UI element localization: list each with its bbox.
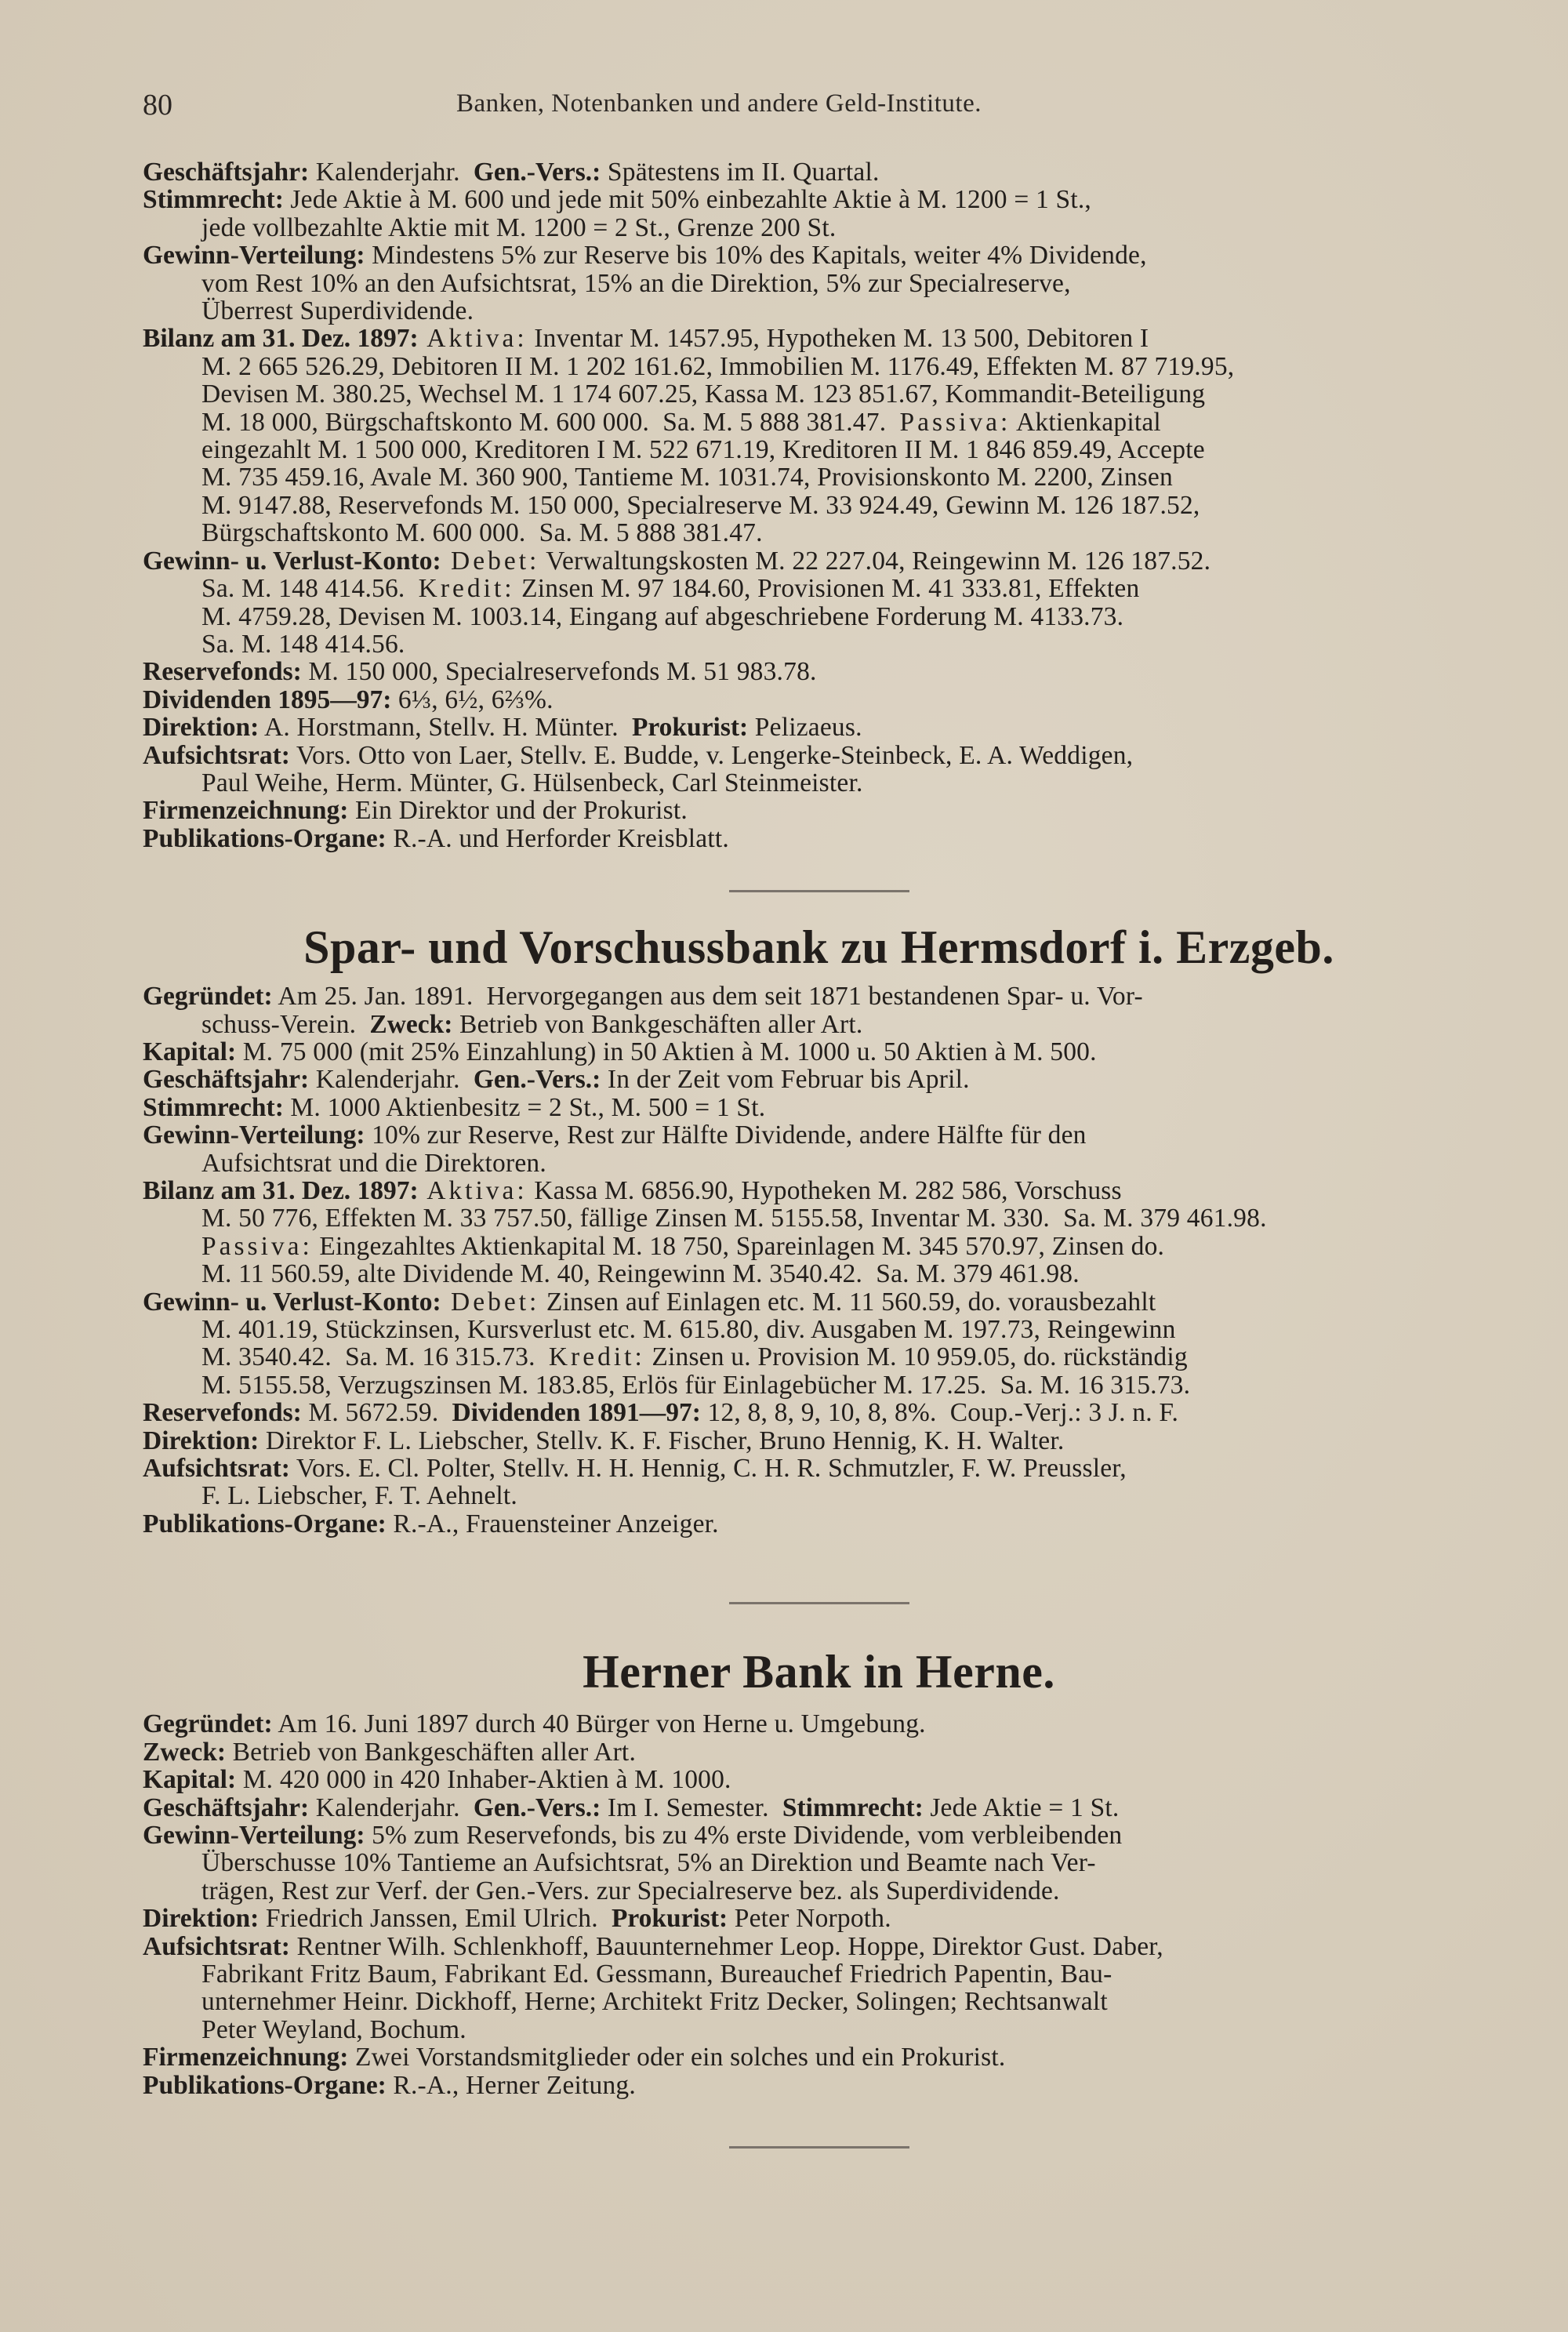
page-number: 80 (143, 89, 172, 122)
text-line (143, 1455, 1495, 1482)
field-value: M. 11 560.59, alte Dividende M. 40, Reingewinn M. 3540.42. Sa. M. 379 461.98. (201, 1259, 1080, 1289)
field-label: Prokurist: (631, 713, 749, 743)
text-line (143, 1482, 1495, 1509)
field-value: Paul Weihe, Herm. Münter, G. Hülsenbeck, Carl Steinmeister. (201, 768, 863, 797)
field-value: M. 5155.58, Verzugszinsen M. 183.85, Erlös für Einlagebücher M. 17.25. Sa. M. 16 315.73. (201, 1370, 1191, 1400)
field-value: M. 150 000, Specialreservefonds M. 51 983.78. (301, 657, 817, 687)
field-value: Bürgschaftskonto M. 600 000. Sa. M. 5 888 381.47. (201, 518, 763, 548)
text-line (143, 436, 1495, 463)
field-value: R.-A., Frauensteiner Anzeiger. (386, 1509, 719, 1538)
text-line (143, 1371, 1495, 1399)
field-value: schuss-Verein. (201, 1009, 370, 1039)
field-label: Kapital: (143, 1037, 237, 1066)
text-line (143, 2043, 1495, 2071)
text-line (143, 409, 1495, 436)
field-value: M. 401.19, Stückzinsen, Kursverlust etc. M. 615.80, div. Ausgaben M. 197.73, Reingewinn (201, 1315, 1176, 1345)
field-label: Stimmrecht: (143, 185, 284, 215)
text-line (143, 186, 1495, 213)
account-side-label: Aktiva: (418, 324, 528, 354)
text-line (143, 297, 1495, 325)
field-value: M. 735 459.16, Avale M. 360 900, Tantieme M. 1031.74, Provisionskonto M. 2200, Zinsen (201, 463, 1173, 492)
field-value: M. 4759.28, Devisen M. 1003.14, Eingang auf abgeschriebene Forderung M. 4133.73. (201, 601, 1124, 631)
field-value: Pelizaeus. (748, 713, 862, 743)
text-line (143, 270, 1495, 297)
field-value: Am 16. Juni 1897 durch 40 Bürger von Herne u. Umgebung. (272, 1709, 926, 1739)
field-label: Gewinn- u. Verlust-Konto: (143, 1287, 441, 1317)
field-value: Inventar M. 1457.95, Hypotheken M. 13 500, Debitoren I (527, 324, 1149, 354)
field-label: Publikations-Organe: (143, 823, 387, 853)
field-label: Geschäftsjahr: (143, 1065, 310, 1095)
field-label: Aufsichtsrat: (143, 1931, 290, 1961)
field-value: M. 2 665 526.29, Debitoren II M. 1 202 161.62, Immobilien M. 1176.49, Effekten M. 87 719.95, (201, 351, 1235, 381)
field-value: Betrieb von Bankgeschäften aller Art. (226, 1737, 637, 1767)
field-label: Gen.-Vers.: (473, 1793, 601, 1822)
field-value: Peter Weyland, Bochum. (201, 2014, 466, 2044)
text-line (143, 242, 1495, 269)
field-value: 10% zur Reserve, Rest zur Hälfte Dividende, andere Hälfte für den (365, 1121, 1087, 1150)
field-label: Zweck: (369, 1009, 453, 1039)
field-value: Betrieb von Bankgeschäften aller Art. (452, 1009, 863, 1039)
book-page (143, 78, 1495, 2149)
field-value: Rentner Wilh. Schlenkhoff, Bauunternehmer Leop. Hoppe, Direktor Gust. Daber, (289, 1931, 1163, 1961)
text-line (143, 1710, 1495, 1738)
account-side-label: Passiva: (201, 1231, 313, 1261)
field-value: Verwaltungskosten M. 22 227.04, Reingewinn M. 126 187.52. (539, 546, 1211, 576)
text-line (143, 742, 1495, 769)
field-label: Firmenzeichnung: (143, 2043, 349, 2072)
field-value: trägen, Rest zur Verf. der Gen.-Vers. zur Specialreserve bez. als Superdividende. (201, 1876, 1060, 1905)
account-side-label: Aktiva: (418, 1176, 528, 1205)
field-label: Gewinn-Verteilung: (143, 1820, 365, 1850)
text-line (143, 1150, 1495, 1177)
field-label: Gegründet: (143, 982, 273, 1012)
text-line (143, 1427, 1495, 1455)
text-line (143, 1094, 1495, 1121)
field-value: Aktienkapital (1011, 407, 1161, 437)
section-divider (729, 890, 909, 892)
field-label: Dividenden 1891—97: (452, 1398, 701, 1428)
field-label: Geschäftsjahr: (143, 158, 310, 187)
field-label: Zweck: (143, 1737, 227, 1767)
field-value: R.-A. und Herforder Kreisblatt. (386, 823, 729, 853)
text-line (143, 1316, 1495, 1343)
text-line (143, 519, 1495, 547)
field-value: F. L. Liebscher, F. T. Aehnelt. (201, 1481, 517, 1511)
text-line (143, 1260, 1495, 1288)
field-value: Ein Direktor und der Prokurist. (348, 796, 688, 826)
field-value: Mindestens 5% zur Reserve bis 10% des Kapitals, weiter 4% Dividende, (365, 241, 1147, 271)
field-value: Jede Aktie = 1 St. (923, 1793, 1120, 1822)
field-value: Devisen M. 380.25, Wechsel M. 1 174 607.25, Kassa M. 123 851.67, Kommandit-Beteiligung (201, 380, 1206, 409)
text-line (143, 353, 1495, 380)
field-value: Zinsen auf Einlagen etc. M. 11 560.59, do. vorausbezahlt (539, 1287, 1156, 1317)
text-line (143, 825, 1495, 852)
field-value: M. 3540.42. Sa. M. 16 315.73. (201, 1342, 549, 1372)
text-line (143, 1343, 1495, 1371)
field-label: Reservefonds: (143, 1398, 302, 1428)
text-line (143, 1204, 1495, 1232)
entry-hermsdorf (143, 983, 1495, 1538)
account-side-label: Debet: (441, 546, 540, 576)
text-line (143, 1121, 1495, 1149)
section-divider (729, 2146, 909, 2149)
text-line (143, 797, 1495, 824)
field-value: Spätestens im II. Quartal. (601, 158, 880, 187)
text-line (143, 2072, 1495, 2099)
text-line (143, 1766, 1495, 1793)
field-label: Aufsichtsrat: (143, 740, 290, 770)
text-line (143, 1794, 1495, 1822)
field-value: Eingezahltes Aktienkapital M. 18 750, Spareinlagen M. 345 570.97, Zinsen do. (312, 1231, 1165, 1261)
field-value: Kalenderjahr. (309, 1065, 474, 1095)
section-divider (729, 1602, 909, 1604)
field-value: Jede Aktie à M. 600 und jede mit 50% einbezahlte Aktie à M. 1200 = 1 St., (283, 185, 1091, 215)
running-header (143, 78, 1495, 125)
field-label: Gen.-Vers.: (473, 1065, 601, 1095)
field-value: A. Horstmann, Stellv. H. Münter. (259, 713, 632, 743)
field-label: Gen.-Vers.: (473, 158, 601, 187)
field-label: Stimmrecht: (782, 1793, 924, 1822)
field-label: Direktion: (143, 1426, 260, 1455)
field-value: Friedrich Janssen, Emil Ulrich. (259, 1904, 612, 1934)
text-line (143, 214, 1495, 242)
field-value: Sa. M. 148 414.56. (201, 574, 419, 604)
field-value: Am 25. Jan. 1891. Hervorgegangen aus dem seit 1871 bestandenen Spar- u. Vor- (272, 982, 1143, 1012)
field-value: Überrest Superdividende. (201, 296, 474, 326)
account-side-label: Kredit: (548, 1342, 645, 1372)
field-value: vom Rest 10% an den Aufsichtsrat, 15% an die Direktion, 5% zur Specialreserve, (201, 268, 1071, 298)
field-label: Stimmrecht: (143, 1092, 284, 1122)
field-value: unternehmer Heinr. Dickhoff, Herne; Architekt Fritz Decker, Solingen; Rechtsanwalt (201, 1987, 1108, 2017)
text-line (143, 1177, 1495, 1204)
field-value: Kalenderjahr. (309, 1793, 474, 1822)
account-side-label: Kredit: (418, 574, 515, 604)
running-title: Banken, Notenbanken und andere Geld-Institute. (456, 89, 982, 118)
field-value: Aufsichtsrat und die Direktoren. (201, 1148, 546, 1178)
field-value: Zinsen M. 97 184.60, Provisionen M. 41 333.81, Effekten (514, 574, 1140, 604)
field-value: M. 9147.88, Reservefonds M. 150 000, Specialreserve M. 33 924.49, Gewinn M. 126 187.52, (201, 490, 1200, 520)
field-label: Reservefonds: (143, 657, 302, 687)
field-value: 12, 8, 8, 9, 10, 8, 8%. Coup.-Verj.: 3 J. n. F. (700, 1398, 1179, 1428)
field-value: Sa. M. 148 414.56. (201, 629, 405, 659)
text-line (143, 714, 1495, 741)
field-label: Bilanz am 31. Dez. 1897: (143, 324, 419, 354)
field-label: Prokurist: (611, 1904, 728, 1934)
field-label: Dividenden 1895—97: (143, 685, 392, 714)
text-line (143, 1066, 1495, 1093)
text-line (143, 1960, 1495, 1988)
text-line (143, 158, 1495, 186)
text-line (143, 1510, 1495, 1538)
field-value: Fabrikant Fritz Baum, Fabrikant Ed. Gessmann, Bureauchef Friedrich Papentin, Bau- (201, 1959, 1112, 1989)
account-side-label: Debet: (441, 1287, 540, 1317)
field-value: jede vollbezahlte Aktie mit M. 1200 = 2 St., Grenze 200 St. (201, 212, 837, 242)
field-value: Zinsen u. Provision M. 10 959.05, do. rückständig (644, 1342, 1188, 1372)
field-value: 5% zum Reservefonds, bis zu 4% erste Dividende, vom verbleibenden (365, 1820, 1123, 1850)
text-line (143, 1849, 1495, 1876)
field-label: Firmenzeichnung: (143, 796, 349, 826)
field-label: Publikations-Organe: (143, 1509, 387, 1538)
text-line (143, 1933, 1495, 1960)
field-value: Vors. E. Cl. Polter, Stellv. H. H. Hennig, C. H. R. Schmutzler, F. W. Preussler, (289, 1454, 1127, 1484)
field-value: M. 5672.59. (301, 1398, 452, 1428)
text-line (143, 1399, 1495, 1426)
text-line (143, 1233, 1495, 1260)
text-line (143, 603, 1495, 630)
text-line (143, 1038, 1495, 1066)
text-line (143, 463, 1495, 491)
text-line (143, 1988, 1495, 2015)
field-value: Vors. Otto von Laer, Stellv. E. Budde, v. Lengerke-Steinbeck, E. A. Weddigen, (289, 740, 1134, 770)
field-value: Direktor F. L. Liebscher, Stellv. K. F. Fischer, Bruno Hennig, K. H. Walter. (259, 1426, 1065, 1455)
text-line (143, 658, 1495, 685)
field-label: Direktion: (143, 1904, 260, 1934)
text-line (143, 1738, 1495, 1766)
text-line (143, 380, 1495, 408)
field-value: Zwei Vorstandsmitglieder oder ein solches und ein Prokurist. (348, 2043, 1006, 2072)
field-value: Kassa M. 6856.90, Hypotheken M. 282 586, Vorschuss (527, 1176, 1122, 1205)
text-line (143, 686, 1495, 714)
field-value: M. 18 000, Bürgschaftskonto M. 600 000. Sa. M. 5 888 381.47. (201, 407, 900, 437)
field-value: Kalenderjahr. (309, 158, 474, 187)
field-label: Direktion: (143, 713, 260, 743)
text-line (143, 1905, 1495, 1932)
section-heading-herne: Herner Bank in Herne. (583, 1646, 1055, 1698)
text-line (143, 630, 1495, 658)
field-label: Aufsichtsrat: (143, 1454, 290, 1484)
field-value: eingezahlt M. 1 500 000, Kreditoren I M. 522 671.19, Kreditoren II M. 1 846 859.49, Accepte (201, 435, 1205, 465)
field-value: M. 420 000 in 420 Inhaber-Aktien à M. 1000. (236, 1765, 731, 1795)
field-value: Peter Norpoth. (728, 1904, 891, 1934)
text-line (143, 1011, 1495, 1038)
field-value: 6⅓, 6½, 6⅔%. (391, 685, 554, 714)
field-value: R.-A., Herner Zeitung. (386, 2070, 636, 2100)
text-line (143, 983, 1495, 1010)
entry-herne (143, 1710, 1495, 2099)
section-heading-hermsdorf: Spar- und Vorschussbank zu Hermsdorf i. Erzgeb. (303, 921, 1334, 974)
text-line (143, 547, 1495, 575)
field-label: Geschäftsjahr: (143, 1793, 310, 1822)
text-line (143, 1288, 1495, 1316)
entry-continuation (143, 158, 1495, 852)
field-value: Im I. Semester. (601, 1793, 782, 1822)
field-label: Gewinn-Verteilung: (143, 241, 365, 271)
account-side-label: Passiva: (899, 407, 1011, 437)
field-value: M. 50 776, Effekten M. 33 757.50, fällige Zinsen M. 5155.58, Inventar M. 330. Sa. M. 379 461.98. (201, 1204, 1267, 1233)
field-label: Publikations-Organe: (143, 2070, 387, 2100)
field-label: Gewinn- u. Verlust-Konto: (143, 546, 441, 576)
text-line (143, 769, 1495, 797)
field-label: Gegründet: (143, 1709, 273, 1739)
field-label: Kapital: (143, 1765, 237, 1795)
field-value: Überschusse 10% Tantieme an Aufsichtsrat, 5% an Direktion und Beamte nach Ver- (201, 1848, 1096, 1878)
field-value: In der Zeit vom Februar bis April. (601, 1065, 970, 1095)
text-line (143, 492, 1495, 519)
field-value: M. 75 000 (mit 25% Einzahlung) in 50 Aktien à M. 1000 u. 50 Aktien à M. 500. (236, 1037, 1097, 1066)
text-line (143, 1822, 1495, 1849)
text-line (143, 2016, 1495, 2043)
field-label: Bilanz am 31. Dez. 1897: (143, 1176, 419, 1205)
field-value: M. 1000 Aktienbesitz = 2 St., M. 500 = 1 St. (283, 1092, 766, 1122)
text-line (143, 1877, 1495, 1905)
text-line (143, 575, 1495, 602)
field-label: Gewinn-Verteilung: (143, 1121, 365, 1150)
text-line (143, 325, 1495, 352)
